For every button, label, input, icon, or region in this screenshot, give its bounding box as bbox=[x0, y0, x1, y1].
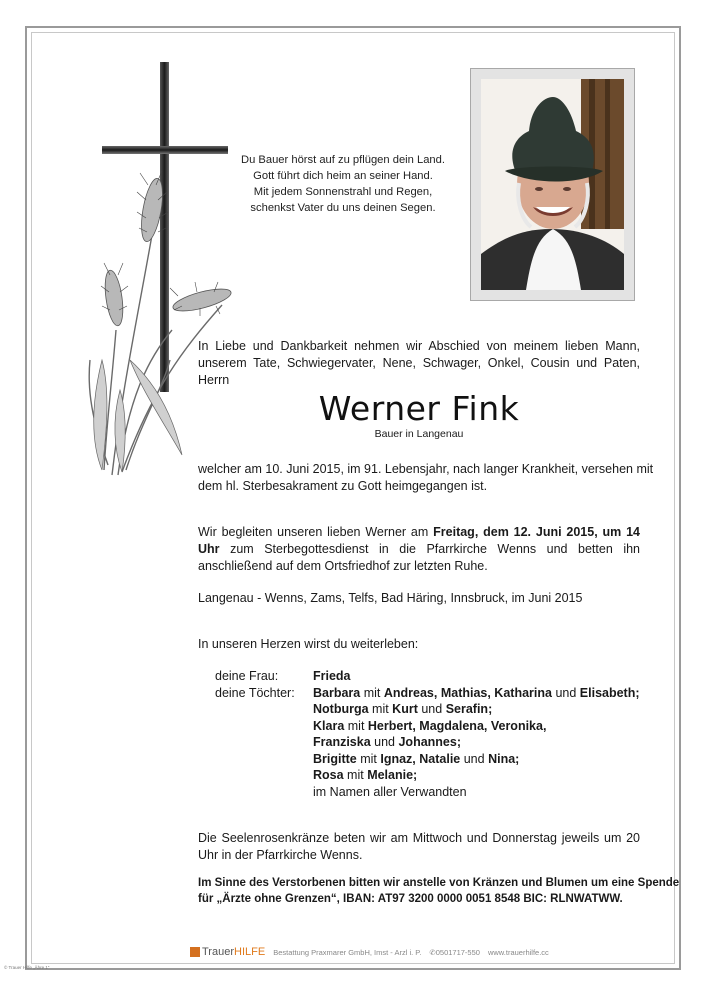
rosary-paragraph: Die Seelenrosenkränze beten wir am Mittwoch und Donnerstag jeweils um 20 Uhr in der Pfarrkirche Wenns. bbox=[198, 831, 640, 862]
family-member-name: Elisabeth; bbox=[579, 685, 640, 700]
donation-line: Im Sinne des Verstorbenen bitten wir anstelle von Kränzen und Blumen um eine Spende bbox=[198, 877, 680, 889]
portrait-photo bbox=[481, 79, 624, 290]
family-member-line bbox=[313, 734, 640, 751]
family-connector-text: mit bbox=[344, 718, 368, 733]
funeral-paragraph bbox=[198, 524, 640, 575]
family-member-name: Brigitte bbox=[313, 751, 357, 766]
logo-text: Trauer bbox=[202, 946, 234, 958]
funeral-text: zum Sterbegottesdienst in die Pfarrkirche Wenns und betten ihn anschließend auf dem Ortsfriedhof zur letzten Ruhe. bbox=[198, 542, 640, 573]
family-member-line bbox=[313, 751, 640, 768]
wife-name: Frieda bbox=[313, 669, 351, 683]
family-connector-text: und bbox=[460, 751, 489, 766]
funeral-text: Wir begleiten unseren lieben Werner am bbox=[198, 525, 434, 539]
family-member-name: Kurt bbox=[392, 702, 418, 716]
family-member-name: Rosa bbox=[313, 768, 344, 782]
daughters-list bbox=[313, 685, 640, 801]
footer-company: Bestattung Praxmarer GmbH, Imst - Arzl i. P. bbox=[273, 947, 422, 957]
family-member-name: Barbara bbox=[313, 685, 361, 700]
donation-paragraph bbox=[198, 876, 680, 907]
hearts-line: In unseren Herzen wirst du weiterleben: bbox=[198, 637, 419, 651]
portrait-frame bbox=[470, 68, 635, 301]
family-connector-text: und bbox=[551, 685, 580, 700]
funeral-datetime: Freitag, dem 12. Juni 2015, um 14 Uhr bbox=[198, 525, 640, 556]
family-connector-text: und bbox=[417, 702, 446, 716]
death-paragraph bbox=[198, 461, 654, 495]
deceased-name: Werner Fink bbox=[318, 389, 520, 428]
family-member-name: Klara bbox=[313, 718, 345, 733]
places-line: Langenau - Wenns, Zams, Telfs, Bad Häring, Innsbruck, im Juni 2015 bbox=[198, 591, 583, 605]
family-member-name: Andreas, Mathias, Katharina bbox=[383, 685, 552, 700]
footer-web-link[interactable]: www.trauerhilfe.cc bbox=[487, 947, 549, 957]
daughters-label: deine Töchter: bbox=[215, 685, 295, 700]
family-member-name: Herbert, Magdalena, Veronika, bbox=[367, 718, 547, 733]
memorial-poem bbox=[228, 152, 458, 216]
family-names bbox=[313, 668, 640, 800]
donation-line: für „Ärzte ohne Grenzen“, IBAN: AT97 3200 0000 0051 8548 BIC: RLNWATWW. bbox=[198, 892, 623, 905]
family-member-line bbox=[313, 701, 640, 718]
poem-line: schenkst Vater du uns deinen Segen. bbox=[250, 202, 436, 214]
death-line: dem hl. Sterbesakrament zu Gott heimgegangen ist. bbox=[198, 479, 488, 493]
logo-text-accent: HILFE bbox=[234, 946, 266, 958]
family-member-name: Melanie; bbox=[367, 768, 418, 782]
poem-line: Mit jedem Sonnenstrahl und Regen, bbox=[253, 186, 433, 198]
family-member-name: Ignaz, Natalie bbox=[380, 751, 461, 766]
copyright-note: © Trauer Hilfe „Ähre 1“ bbox=[4, 965, 50, 970]
family-connector-text: mit bbox=[343, 768, 368, 782]
family-connector-text: und bbox=[370, 735, 399, 749]
family-member-name: Johannes; bbox=[398, 735, 461, 749]
wife-label: deine Frau: bbox=[215, 669, 279, 683]
footer bbox=[190, 945, 549, 959]
family-connector-text: mit bbox=[356, 751, 381, 766]
family-member-line bbox=[313, 767, 640, 784]
family-connector-text: im Namen aller Verwandten bbox=[313, 784, 467, 799]
family-member-line bbox=[313, 784, 640, 801]
death-line: welcher am 10. Juni 2015, im 91. Lebensjahr, nach langer Krankheit, versehen mit bbox=[198, 462, 654, 476]
intro-paragraph: In Liebe und Dankbarkeit nehmen wir Abschied von meinem lieben Mann, unserem Tate, Schwiegervater, Nene, Schwager, Onkel, Cousin und Paten, Herrn bbox=[198, 339, 640, 387]
family-member-name: Notburga bbox=[313, 702, 369, 716]
family-member-line bbox=[313, 718, 640, 735]
family-labels bbox=[215, 668, 295, 701]
family-member-line bbox=[313, 685, 640, 702]
family-member-name: Serafin; bbox=[445, 702, 493, 716]
family-connector-text: mit bbox=[368, 702, 393, 716]
family-member-name: Nina; bbox=[488, 751, 520, 766]
deceased-occupation: Bauer in Langenau bbox=[374, 428, 464, 440]
trauerhilfe-logo-icon bbox=[190, 947, 200, 957]
footer-phone: ✆0501717-550 bbox=[429, 947, 480, 957]
poem-line: Du Bauer hörst auf zu pflügen dein Land. bbox=[240, 154, 445, 166]
family-member-name: Franziska bbox=[313, 735, 371, 749]
family-connector-text: mit bbox=[360, 685, 384, 700]
poem-line: Gott führt dich heim an seiner Hand. bbox=[253, 170, 433, 182]
